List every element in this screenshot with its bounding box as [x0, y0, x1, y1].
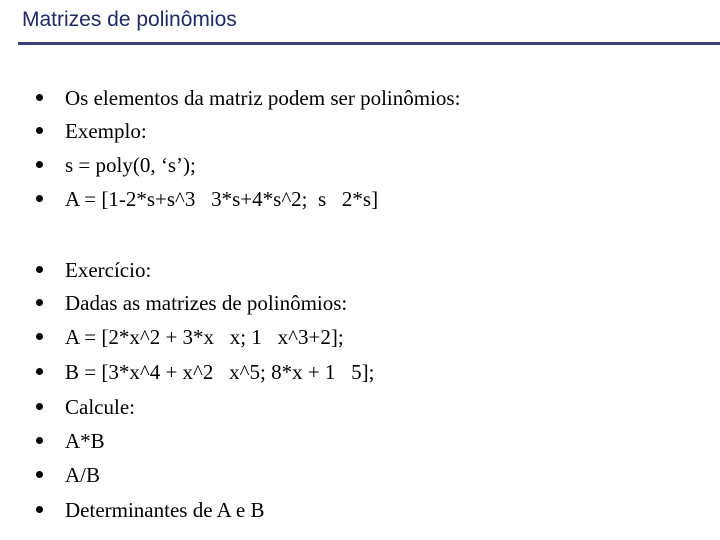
bullet-dot-icon [36, 368, 43, 375]
bullet-text: A = [1-2*s+s^3 3*s+4*s^2; s 2*s] [65, 187, 379, 211]
bullet-text: s = poly(0, ‘s’); [65, 153, 196, 177]
bullet-text: A*B [65, 429, 105, 453]
bullet-item [0, 86, 700, 116]
slide-title: Matrizes de polinômios [22, 8, 237, 31]
bullet-text: Dadas as matrizes de polinômios: [65, 291, 348, 315]
bullet-text: A/B [65, 463, 101, 487]
bullet-dot-icon [36, 403, 43, 410]
bullet-text: Exemplo: [65, 119, 147, 143]
bullet-dot-icon [36, 437, 43, 444]
bullet-dot-icon [36, 333, 43, 340]
bullet-text: B = [3*x^4 + x^2 x^5; 8*x + 1 5]; [65, 360, 375, 384]
bullet-item [0, 395, 700, 425]
bullet-text: Determinantes de A e B [65, 498, 265, 522]
bullet-dot-icon [36, 506, 43, 513]
bullet-dot-icon [36, 161, 43, 168]
bullet-text: Exercício: [65, 258, 152, 282]
bullet-dot-icon [36, 94, 43, 101]
bullet-item [0, 325, 700, 355]
bullet-dot-icon [36, 299, 43, 306]
bullet-item [0, 258, 700, 288]
bullet-item [0, 360, 700, 390]
bullet-text: A = [2*x^2 + 3*x x; 1 x^3+2]; [65, 325, 344, 349]
bullet-dot-icon [36, 127, 43, 134]
title-divider [18, 42, 720, 45]
bullet-item [0, 429, 700, 459]
bullet-text: Calcule: [65, 395, 135, 419]
bullet-text: Os elementos da matriz podem ser polinômios: [65, 86, 461, 110]
bullet-dot-icon [36, 471, 43, 478]
bullet-item [0, 498, 700, 528]
bullet-dot-icon [36, 195, 43, 202]
bullet-item [0, 291, 700, 321]
bullet-item [0, 463, 700, 493]
bullet-item [0, 119, 700, 149]
bullet-dot-icon [36, 266, 43, 273]
bullet-item [0, 187, 700, 217]
bullet-item [0, 153, 700, 183]
